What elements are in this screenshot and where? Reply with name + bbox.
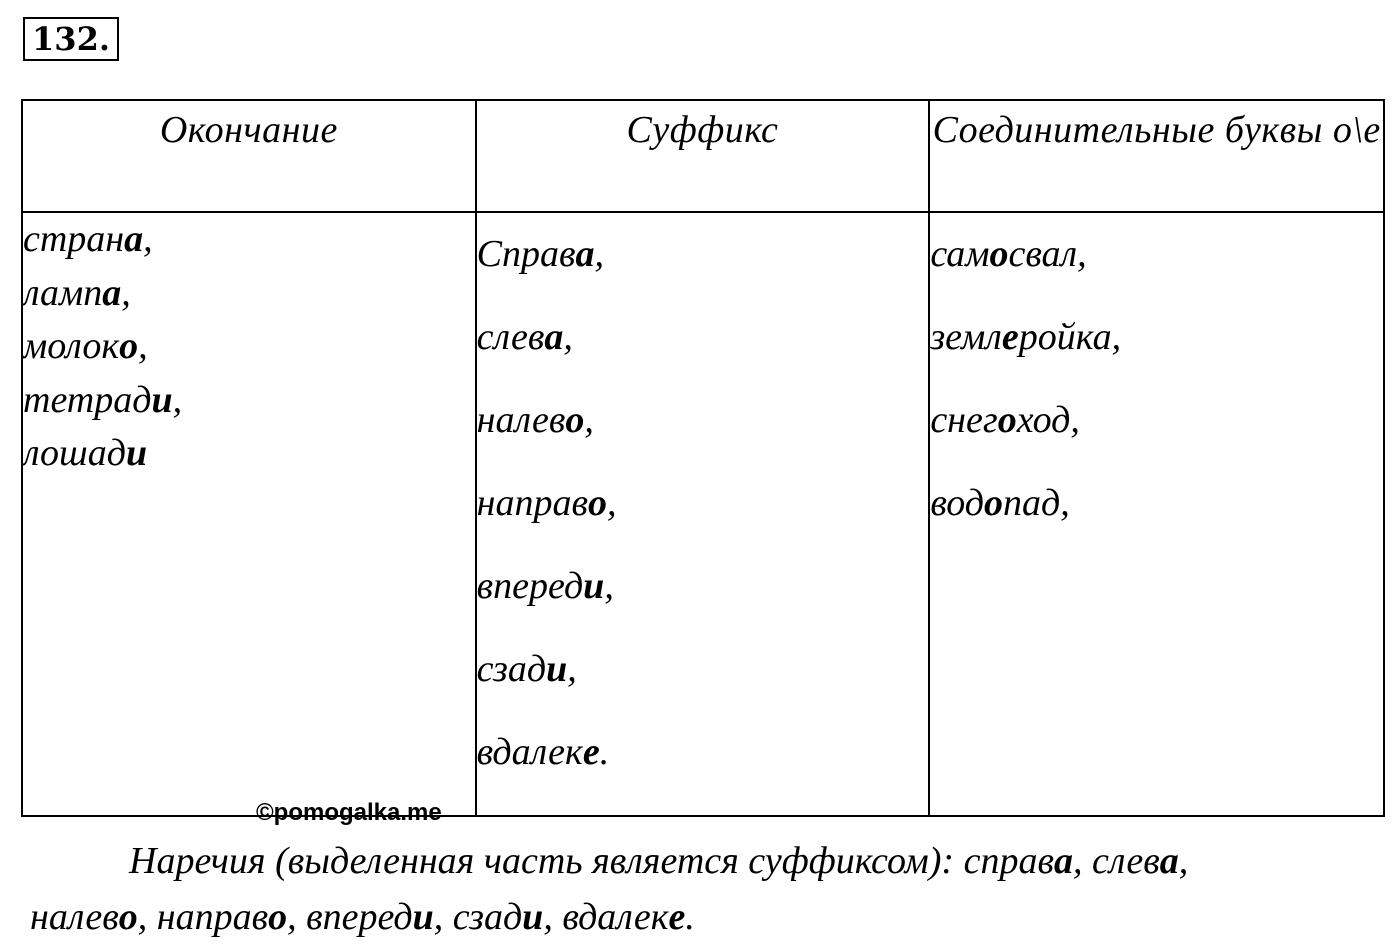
word-stem: молок bbox=[23, 325, 120, 367]
highlighted-morpheme: е bbox=[582, 731, 600, 773]
content-row bbox=[22, 212, 1384, 816]
word-stem: вод bbox=[930, 482, 985, 524]
word-tail: , bbox=[287, 896, 307, 938]
word-stem: вдалек bbox=[476, 731, 583, 773]
word-stem: слев bbox=[476, 316, 545, 358]
table-word bbox=[477, 545, 929, 628]
table-word bbox=[23, 374, 475, 428]
table-word bbox=[477, 379, 929, 462]
word-tail: ройка, bbox=[1018, 316, 1122, 358]
exercise-number: 132. bbox=[23, 17, 119, 61]
word-tail: , bbox=[1072, 840, 1092, 882]
word-tail: , bbox=[172, 378, 183, 421]
table-word bbox=[930, 213, 1383, 296]
table-word bbox=[23, 427, 475, 481]
word-tail: , bbox=[563, 316, 573, 358]
word-stem: сзад bbox=[452, 896, 523, 938]
word-tail: , bbox=[584, 399, 594, 441]
word-tail: , bbox=[143, 218, 153, 260]
paragraph-word bbox=[453, 896, 563, 938]
highlighted-morpheme: а bbox=[1053, 840, 1073, 882]
word-tail: . bbox=[685, 896, 695, 938]
word-tail: , bbox=[121, 271, 131, 314]
morpheme-table bbox=[21, 99, 1385, 817]
table-word bbox=[477, 213, 929, 296]
highlighted-morpheme: а bbox=[575, 233, 595, 275]
word-stem: снег bbox=[930, 399, 998, 441]
suffixes-cell bbox=[476, 212, 930, 816]
word-stem: справ bbox=[963, 840, 1054, 882]
word-tail: , bbox=[607, 482, 617, 524]
watermark: ©pomogalka.me bbox=[256, 799, 442, 826]
word-stem: налев bbox=[30, 896, 119, 938]
highlighted-morpheme: а bbox=[544, 316, 564, 358]
word-stem: вперед bbox=[476, 565, 584, 607]
word-stem: сзад bbox=[476, 648, 547, 690]
highlighted-morpheme: е bbox=[1001, 316, 1019, 358]
paragraph-intro: Наречия (выделенная часть является суффиксом): bbox=[129, 840, 964, 882]
word-tail: . bbox=[599, 731, 610, 773]
table-word bbox=[23, 213, 475, 267]
table-word bbox=[477, 462, 929, 545]
highlighted-morpheme: о bbox=[984, 482, 1004, 524]
word-stem: вдалек bbox=[562, 896, 669, 938]
highlighted-morpheme: о bbox=[268, 896, 288, 938]
word-stem: вперед bbox=[306, 896, 413, 938]
highlighted-morpheme: и bbox=[583, 565, 605, 607]
word-stem: лошад bbox=[23, 432, 126, 474]
paragraph-word bbox=[964, 840, 1092, 882]
word-stem: тетрад bbox=[23, 378, 152, 421]
word-tail: , bbox=[604, 565, 614, 607]
paragraph-word bbox=[1092, 840, 1188, 882]
word-tail: , bbox=[433, 896, 453, 938]
paragraph-line-2 bbox=[30, 889, 1380, 945]
table-word bbox=[477, 711, 929, 794]
table-word bbox=[477, 296, 929, 379]
word-tail: свал, bbox=[1008, 233, 1087, 275]
header-ending: Окончание bbox=[22, 100, 476, 212]
word-tail: ход, bbox=[1016, 399, 1080, 441]
word-tail: , bbox=[567, 648, 577, 690]
table-word bbox=[930, 462, 1383, 545]
word-tail: пад, bbox=[1003, 482, 1070, 524]
header-row bbox=[22, 100, 1384, 212]
table-word bbox=[477, 628, 929, 711]
conclusion-paragraph bbox=[30, 833, 1380, 945]
highlighted-morpheme: о bbox=[588, 482, 608, 524]
highlighted-morpheme: и bbox=[125, 432, 148, 474]
highlighted-morpheme: и bbox=[522, 896, 544, 938]
table-word bbox=[930, 379, 1383, 462]
highlighted-morpheme: е bbox=[668, 896, 686, 938]
highlighted-morpheme: и bbox=[546, 648, 568, 690]
word-stem: направ bbox=[476, 482, 589, 524]
highlighted-morpheme: и bbox=[412, 896, 434, 938]
paragraph-word bbox=[306, 896, 453, 938]
highlighted-morpheme: о bbox=[119, 325, 139, 367]
highlighted-morpheme: а bbox=[102, 271, 122, 314]
word-stem: Справ bbox=[476, 233, 576, 275]
header-suffix: Суффикс bbox=[476, 100, 930, 212]
endings-cell bbox=[22, 212, 476, 816]
paragraph-word bbox=[562, 896, 695, 938]
highlighted-morpheme: о bbox=[997, 399, 1017, 441]
word-tail: , bbox=[543, 896, 563, 938]
highlighted-morpheme: о bbox=[118, 896, 138, 938]
word-tail: , bbox=[138, 325, 148, 367]
word-stem: земл bbox=[930, 316, 1002, 358]
word-tail: , bbox=[594, 233, 604, 275]
table-word bbox=[23, 267, 475, 321]
word-stem: направ bbox=[156, 896, 269, 938]
word-stem: налев bbox=[476, 399, 566, 441]
word-stem: стран bbox=[23, 218, 125, 260]
word-stem: слев bbox=[1091, 840, 1160, 882]
highlighted-morpheme: о bbox=[989, 233, 1009, 275]
table-word bbox=[23, 320, 475, 374]
paragraph-word bbox=[157, 896, 306, 938]
word-tail: , bbox=[1178, 840, 1189, 882]
highlighted-morpheme: и bbox=[151, 378, 173, 421]
word-stem: ламп bbox=[23, 271, 103, 314]
connecting-letters-cell bbox=[929, 212, 1384, 816]
paragraph-word bbox=[30, 896, 157, 938]
word-tail: , bbox=[137, 896, 157, 938]
highlighted-morpheme: а bbox=[1159, 840, 1179, 882]
word-stem: сам bbox=[930, 233, 990, 275]
paragraph-line-1 bbox=[30, 833, 1380, 889]
header-connecting-letters: Соединительные буквы о\е bbox=[929, 100, 1384, 212]
highlighted-morpheme: а bbox=[124, 218, 144, 260]
table-word bbox=[930, 296, 1383, 379]
highlighted-morpheme: о bbox=[565, 399, 585, 441]
